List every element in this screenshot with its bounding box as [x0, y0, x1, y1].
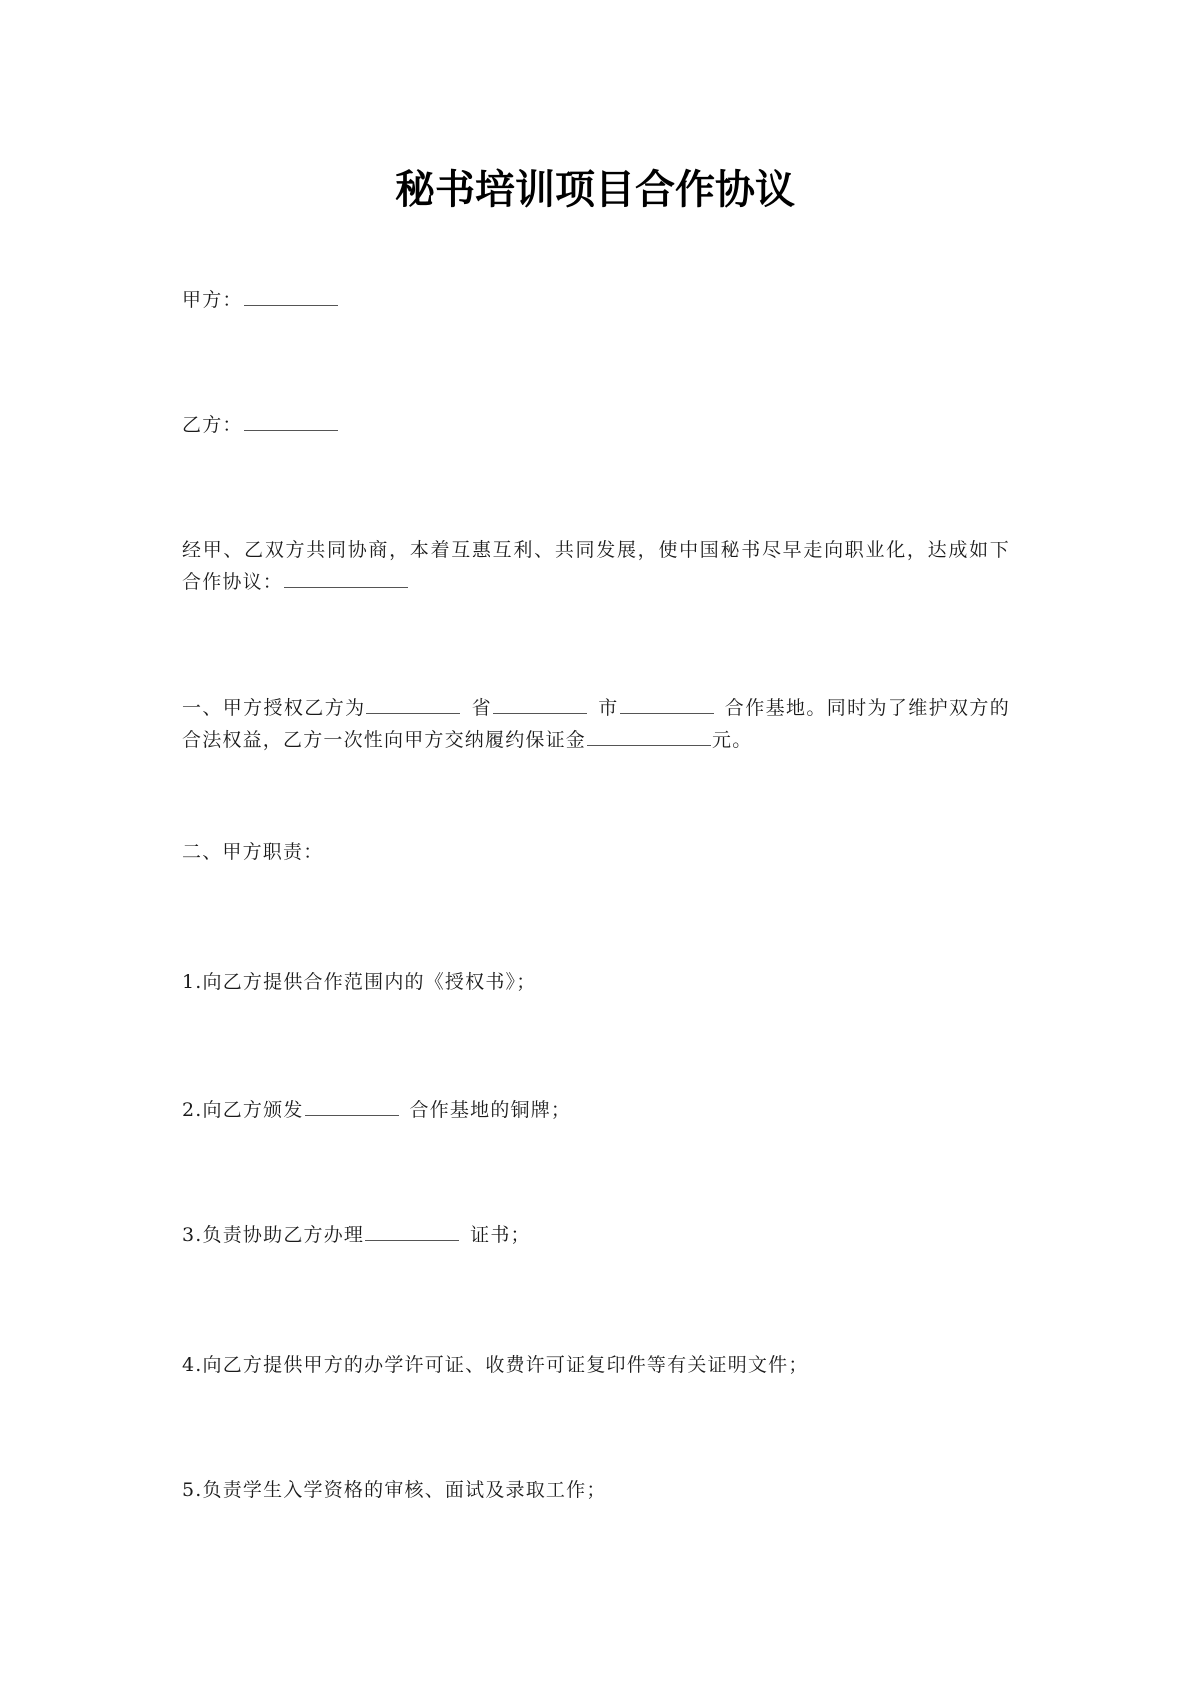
section-1-base-text: 合作基地。同时为了维护双方的合法权益，乙方一次性向甲方交纳履约保证金 — [182, 697, 1011, 751]
section-1-blank-province[interactable] — [493, 695, 587, 714]
duty-item-3-blank[interactable] — [365, 1222, 459, 1241]
party-a-label: 甲方： — [182, 289, 243, 311]
party-a-blank[interactable] — [244, 287, 338, 306]
section-1-unit: 元。 — [712, 729, 753, 751]
preamble-blank[interactable] — [284, 569, 408, 588]
party-b-label: 乙方： — [182, 414, 243, 436]
preamble-paragraph — [182, 534, 1010, 598]
duty-item-4: 4.向乙方提供甲方的办学许可证、收费许可证复印件等有关证明文件； — [182, 1354, 809, 1376]
section-1-city-label: 市 — [598, 697, 619, 719]
section-1-blank-base[interactable] — [366, 695, 460, 714]
section-1-paragraph — [182, 692, 1010, 756]
section-2-heading: 二、甲方职责： — [182, 841, 324, 863]
duty-item-2-prefix: 2.向乙方颁发 — [182, 1099, 304, 1121]
duty-item-3 — [182, 1219, 1010, 1251]
party-b-blank[interactable] — [244, 412, 338, 431]
duty-item-3-prefix: 3.负责协助乙方办理 — [182, 1224, 365, 1246]
section-1-province-label: 省 — [471, 697, 493, 719]
party-b-line — [182, 409, 1010, 441]
duty-item-2-blank[interactable] — [305, 1097, 399, 1116]
duty-item-5: 5.负责学生入学资格的审核、面试及录取工作； — [182, 1479, 607, 1501]
section-1-deposit-blank[interactable] — [587, 727, 711, 746]
section-1-blank-city[interactable] — [620, 695, 714, 714]
duty-item-1: 1.向乙方提供合作范围内的《授权书》； — [182, 971, 537, 993]
duty-item-3-suffix: 证书； — [470, 1224, 531, 1246]
duty-item-2-suffix: 合作基地的铜牌； — [409, 1099, 572, 1121]
party-a-line — [182, 284, 1010, 316]
duty-item-2 — [182, 1094, 1010, 1126]
preamble-text: 经甲、乙双方共同协商，本着互惠互利、共同发展，使中国秘书尽早走向职业化，达成如下合作协议： — [182, 539, 1010, 593]
document-title: 秘书培训项目合作协议 — [395, 167, 795, 213]
section-1-prefix: 一、甲方授权乙方为 — [182, 697, 366, 719]
